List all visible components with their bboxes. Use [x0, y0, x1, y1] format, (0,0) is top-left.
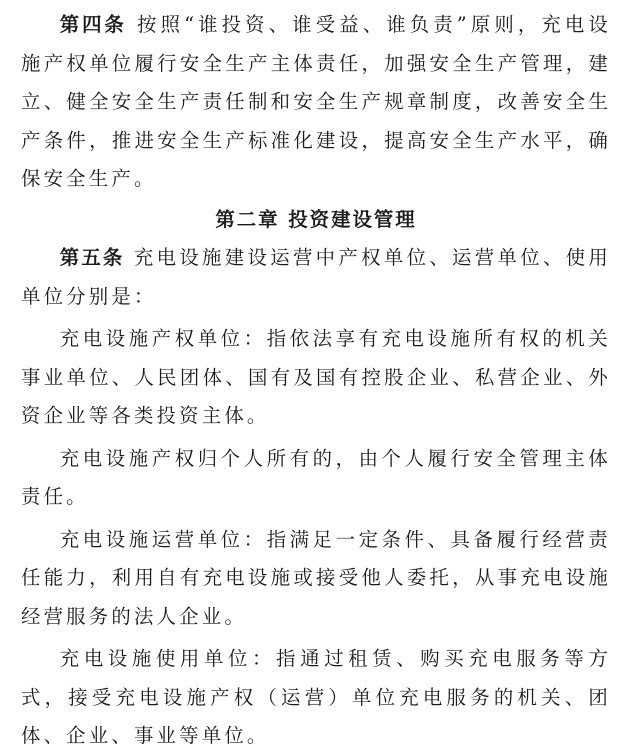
document-body: [21, 0, 611, 756]
chapter-2-heading: 第二章 投资建设管理: [215, 207, 417, 231]
article-5-paragraph: [21, 239, 611, 316]
article-4-label: 第四条: [59, 13, 127, 36]
article-5-label: 第五条: [59, 246, 125, 269]
definition-operator-unit: 充电设施运营单位：指满足一定条件、具备履行经营责任能力，利用自有充电设施或接受他人委托，从事充电设施经营服务的法人企业。: [21, 527, 611, 628]
definition-owner-unit: 充电设施产权单位：指依法享有充电设施所有权的机关事业单位、人民团体、国有及国有控股企业、私营企业、外资企业等各类投资主体。: [21, 327, 611, 427]
article-4-text: 按照“谁投资、谁受益、谁负责”原则，充电设施产权单位履行安全生产主体责任，加强安全生产管理，建立、健全安全生产责任制和安全生产规章制度，改善安全生产条件，推进安全生产标准化建设，提高安全生产水平，确保安全生产。: [21, 13, 611, 190]
article-4-paragraph: [21, 6, 611, 199]
definition-individual-owner: 充电设施产权归个人所有的，由个人履行安全管理主体责任。: [21, 446, 611, 508]
article-5-text: 充电设施建设运营中产权单位、运营单位、使用单位分别是：: [21, 246, 611, 308]
definition-user-unit: 充电设施使用单位：指通过租赁、购买充电服务等方式，接受充电设施产权（运营）单位充电服务的机关、团体、企业、事业等单位。: [21, 647, 611, 747]
